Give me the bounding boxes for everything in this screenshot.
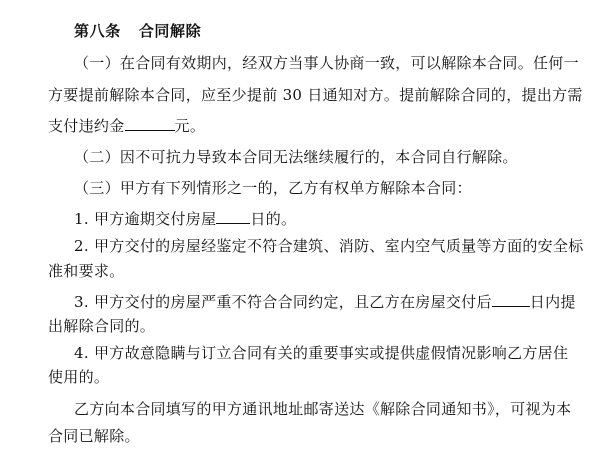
item-4-line-1: 4. 甲方故意隐瞒与订立合同有关的重要事实或提供虚假情况影响乙方居住: [74, 344, 569, 362]
item-1-suffix: 日的。: [250, 210, 297, 228]
article-title: 合同解除: [138, 22, 202, 40]
article-heading: [74, 21, 201, 41]
article-number: 第八条: [74, 22, 121, 40]
notice-line-2: 合同已解除。: [48, 427, 140, 445]
item-1-text: 1. 甲方逾期交付房屋: [74, 210, 217, 228]
item-3-line-2: 出解除合同的。: [48, 317, 156, 335]
delivery-days-blank: [492, 291, 530, 307]
clause-1-line-1: （一）在合同有效期内，经双方当事人协商一致，可以解除本合同。任何一: [74, 54, 579, 72]
clause-3-line-1: （三）甲方有下列情形之一的，乙方有权单方解除本合同：: [74, 179, 472, 197]
penalty-unit: 元。: [174, 117, 206, 135]
item-3-text: 3. 甲方交付的房屋严重不符合合同约定，且乙方在房屋交付后: [74, 293, 492, 311]
item-1-line: [74, 208, 296, 229]
penalty-label: 支付违约金: [48, 117, 125, 135]
penalty-amount-blank: [125, 115, 175, 131]
item-4-line-2: 使用的。: [48, 368, 110, 386]
clause-1-line-2: 方要提前解除本合同，应至少提前 30 日通知对方。提前解除合同的，提出方需: [48, 86, 583, 104]
clause-2-line-1: （二）因不可抗力导致本合同无法继续履行的，本合同自行解除。: [74, 148, 518, 166]
notice-line-1: 乙方向本合同填写的甲方通讯地址邮寄送达《解除合同通知书》，可视为本: [74, 400, 572, 418]
overdue-days-blank: [216, 208, 250, 224]
item-2-line-2: 准和要求。: [48, 262, 125, 280]
clause-1-line-3: [48, 115, 205, 136]
item-2-line-1: 2. 甲方交付的房屋经鉴定不符合建筑、消防、室内空气质量等方面的安全标: [74, 237, 584, 255]
item-3-line-1: [74, 291, 576, 312]
item-3-suffix: 日内提: [529, 293, 576, 311]
